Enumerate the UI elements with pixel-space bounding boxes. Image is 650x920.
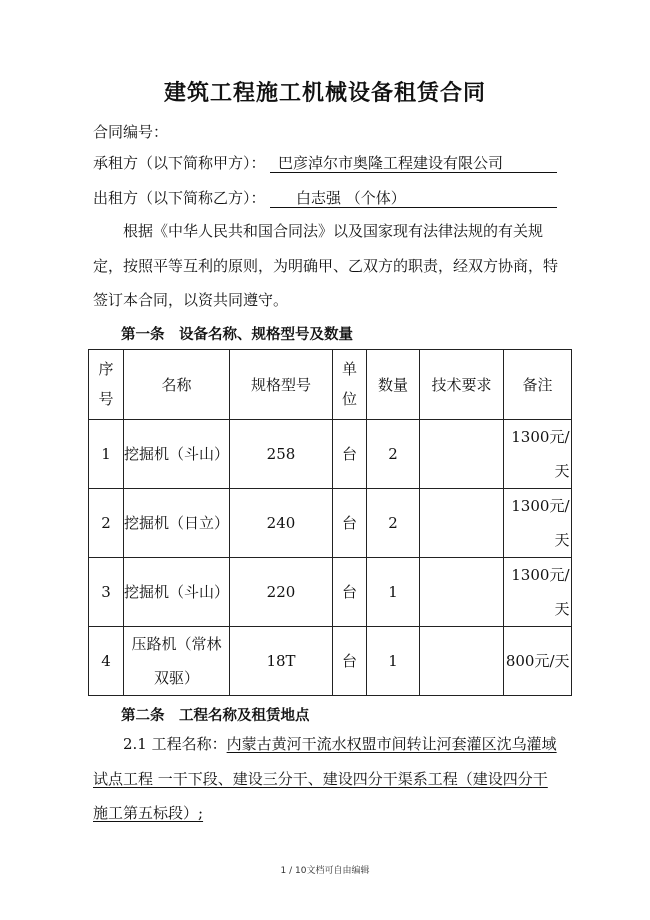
table-header-row bbox=[89, 350, 572, 420]
header-note: 备注 bbox=[504, 350, 572, 420]
cell-note: 800元/天 bbox=[504, 627, 572, 696]
cell-qty: 1 bbox=[367, 558, 420, 627]
cell-no: 4 bbox=[89, 627, 124, 696]
lessor-name: 白志强 （个体） bbox=[296, 189, 406, 207]
cell-tech bbox=[420, 627, 504, 696]
table-row bbox=[89, 627, 572, 696]
document-title: 建筑工程施工机械设备租赁合同 bbox=[163, 81, 486, 106]
cell-tech bbox=[420, 420, 504, 489]
cell-unit: 台 bbox=[333, 558, 367, 627]
clause-2-1 bbox=[93, 727, 559, 831]
cell-name: 挖掘机（斗山） bbox=[124, 558, 230, 627]
contract-number-label: 合同编号： bbox=[93, 123, 169, 141]
cell-model: 220 bbox=[230, 558, 333, 627]
header-tech: 技术要求 bbox=[420, 350, 504, 420]
cell-note: 1300元/天 bbox=[504, 420, 572, 489]
intro-paragraph: 根据《中华人民共和国合同法》以及国家现有法律法规的有关规定，按照平等互利的原则，为明确甲、乙双方的职责，经双方协商，特签订本合同，以资共同遵守。 bbox=[93, 222, 559, 309]
table-row bbox=[89, 489, 572, 558]
page-footer: 1 / 10文档可自由编辑 bbox=[280, 866, 370, 876]
header-unit: 单位 bbox=[333, 350, 367, 420]
cell-tech bbox=[420, 558, 504, 627]
lessor-label: 出租方（以下简称乙方）： bbox=[93, 189, 266, 207]
cell-name: 挖掘机（斗山） bbox=[124, 420, 230, 489]
lessee-name: 巴彦淖尔市奥隆工程建设有限公司 bbox=[278, 154, 504, 172]
lessee-line bbox=[93, 152, 266, 174]
cell-note: 1300元/天 bbox=[504, 558, 572, 627]
lessor-name-field bbox=[270, 187, 557, 208]
header-name: 名称 bbox=[124, 350, 230, 420]
cell-name: 挖掘机（日立） bbox=[124, 489, 230, 558]
cell-unit: 台 bbox=[333, 420, 367, 489]
table-row bbox=[89, 558, 572, 627]
clause-2-1-text: 内蒙古黄河干流水权盟市间转让河套灌区沈乌灌域试点工程 一干下段、建设三分干、建设四分干渠系工程（建设四分干 施工第五标段）; bbox=[93, 735, 557, 822]
article-1-heading: 第一条 设备名称、规格型号及数量 bbox=[121, 327, 353, 343]
cell-unit: 台 bbox=[333, 489, 367, 558]
header-qty: 数量 bbox=[367, 350, 420, 420]
article-2-heading: 第二条 工程名称及租赁地点 bbox=[121, 708, 310, 724]
cell-qty: 1 bbox=[367, 627, 420, 696]
cell-model: 18T bbox=[230, 627, 333, 696]
cell-model: 258 bbox=[230, 420, 333, 489]
cell-note: 1300元/天 bbox=[504, 489, 572, 558]
cell-no: 2 bbox=[89, 489, 124, 558]
cell-no: 3 bbox=[89, 558, 124, 627]
cell-unit: 台 bbox=[333, 627, 367, 696]
cell-name: 压路机（常林双驱） bbox=[124, 627, 230, 696]
lessee-label: 承租方（以下简称甲方）： bbox=[93, 154, 266, 172]
cell-qty: 2 bbox=[367, 420, 420, 489]
table-row bbox=[89, 420, 572, 489]
cell-no: 1 bbox=[89, 420, 124, 489]
lessor-line bbox=[93, 187, 266, 209]
clause-2-1-label: 2.1 工程名称： bbox=[123, 735, 227, 753]
header-model: 规格型号 bbox=[230, 350, 333, 420]
equipment-table bbox=[88, 349, 572, 696]
header-no: 序号 bbox=[89, 350, 124, 420]
cell-model: 240 bbox=[230, 489, 333, 558]
cell-tech bbox=[420, 489, 504, 558]
cell-qty: 2 bbox=[367, 489, 420, 558]
lessee-name-field bbox=[270, 152, 557, 173]
